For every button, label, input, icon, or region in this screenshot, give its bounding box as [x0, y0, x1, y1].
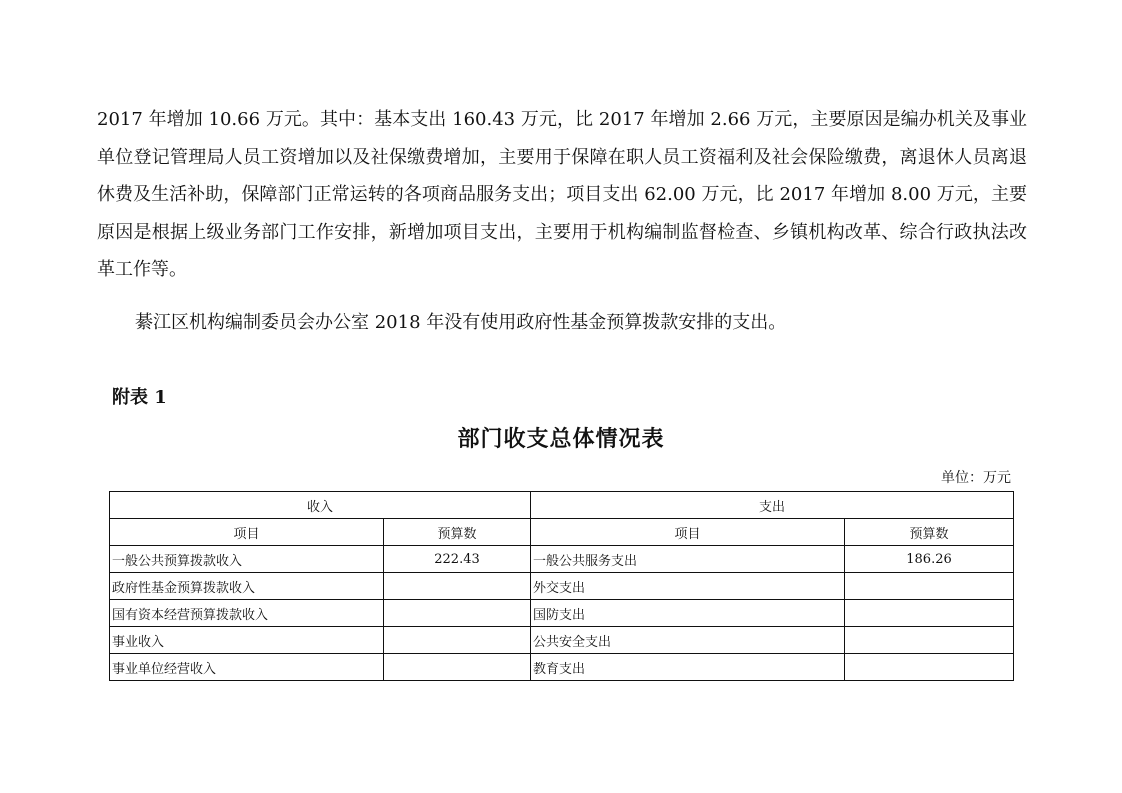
income-value-cell [384, 600, 531, 627]
budget-table [109, 491, 1014, 681]
table-group-header-row [110, 492, 1014, 519]
appendix-label: 附表 1 [112, 387, 167, 408]
expense-value-cell [845, 573, 1014, 600]
table-row [110, 654, 1014, 681]
income-value-cell: 222.43 [384, 546, 531, 573]
unit-label: 单位：万元 [941, 470, 1011, 486]
income-item-cell: 政府性基金预算拨款收入 [110, 573, 384, 600]
body-paragraph-1: 2017 年增加 10.66 万元。其中：基本支出 160.43 万元，比 2017 年增加 2.66 万元，主要原因是编办机关及事业单位登记管理局人员工资增加以及社保缴费增加，主要用于保障在职人员工资福利及社会保险缴费，离退休人员离退休费及生活补助，保障部门正常运转的各项商品服务支出；项目支出 62.00 万元，比 2017 年增加 8.00 万元，主要原因是根据上级业务部门工作安排，新增加项目支出，主要用于机构编制监督检查、乡镇机构改革、综合行政执法改革工作等。 [97, 109, 1027, 280]
table-row [110, 573, 1014, 600]
income-value-cell [384, 654, 531, 681]
expense-value-cell [845, 600, 1014, 627]
income-group-header: 收入 [110, 492, 531, 519]
income-item-header: 项目 [110, 519, 384, 546]
expense-item-header: 项目 [531, 519, 845, 546]
income-item-cell: 事业单位经营收入 [110, 654, 384, 681]
table-row [110, 546, 1014, 573]
expense-item-cell: 教育支出 [531, 654, 845, 681]
expense-group-header: 支出 [531, 492, 1014, 519]
body-paragraph-2: 綦江区机构编制委员会办公室 2018 年没有使用政府性基金预算拨款安排的支出。 [135, 312, 787, 333]
expense-item-cell: 国防支出 [531, 600, 845, 627]
expense-value-cell [845, 627, 1014, 654]
table-row [110, 600, 1014, 627]
expense-value-cell: 186.26 [845, 546, 1014, 573]
expense-value-cell [845, 654, 1014, 681]
table-row [110, 627, 1014, 654]
income-value-cell [384, 627, 531, 654]
income-item-cell: 一般公共预算拨款收入 [110, 546, 384, 573]
table-column-header-row [110, 519, 1014, 546]
income-budget-header: 预算数 [384, 519, 531, 546]
expense-item-cell: 外交支出 [531, 573, 845, 600]
expense-budget-header: 预算数 [845, 519, 1014, 546]
income-item-cell: 事业收入 [110, 627, 384, 654]
income-value-cell [384, 573, 531, 600]
expense-item-cell: 公共安全支出 [531, 627, 845, 654]
income-item-cell: 国有资本经营预算拨款收入 [110, 600, 384, 627]
table-title: 部门收支总体情况表 [457, 426, 665, 452]
expense-item-cell: 一般公共服务支出 [531, 546, 845, 573]
